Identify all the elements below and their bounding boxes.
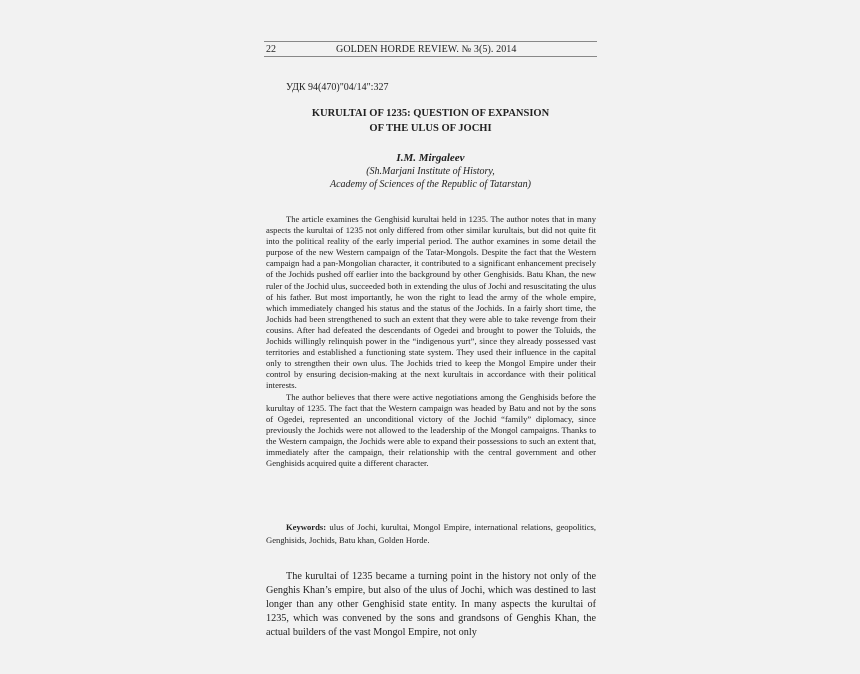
keywords-label: Keywords:	[286, 522, 327, 532]
journal-title: GOLDEN HORDE REVIEW. № 3(5). 2014	[336, 44, 517, 55]
title-line-2: OF THE ULUS OF JOCHI	[369, 123, 492, 134]
article-title	[264, 106, 597, 136]
keywords	[266, 521, 596, 546]
affiliation-line-1: (Sh.Marjani Institute of History,	[366, 166, 495, 177]
abstract-paragraph-2: The author believes that there were active negotiations among the Genghisids before the kurultay of 1235. The fact that the Western campaign was headed by Batu and not by the sons of Ogedei, represented an unconditional victory of the Jochid “family” diplomacy, since previously the Jochids were not allowed to the leadership of the Mongol campaigns. Thanks to the Western campaign, the Jochids were able to expand their possessions to such an extent that, immediately after the campaign, their relationship with the central government and other Genghisids acquired quite a different character.	[266, 391, 596, 469]
body-text	[266, 570, 596, 640]
author-name: I.M. Mirgaleev	[396, 152, 465, 164]
body-paragraph-1: The kurultai of 1235 became a turning point in the history not only of the Genghis Khan’s empire, but also of the ulus of Jochi, which was destined to last longer than any other Genghisid state entity. In many aspects the kurultai of 1235, which was convened by the sons and grandsons of Genghis Khan, the actual builders of the vast Mongol Empire, not only	[266, 571, 596, 638]
abstract	[266, 214, 596, 469]
running-header	[264, 41, 597, 57]
header-rule-bottom	[264, 56, 597, 57]
affiliation-line-2: Academy of Sciences of the Republic of Tatarstan)	[330, 178, 531, 190]
abstract-paragraph-1: The article examines the Genghisid kurultai held in 1235. The author notes that in many aspects the kurultai of 1235 not only differed from other similar kurultais, but did not quite fit into the political reality of the early imperial period. The author examines in some detail the purpose of the new Western campaign of the Tatar-Mongols. Despite the fact that the Western campaign had a pan-Mongolian character, it contributed to a significant enhancement precisely of the Jochids pushed off earlier into the background by other Genghisids. Batu Khan, the new ruler of the Jochid ulus, succeeded both in extending the ulus of Jochi and resuscitating the ulus of his father. But most importantly, he won the right to lead the army of the whole empire, which immediately changed his status and the status of the Jochids. In a fairly short time, the Jochids had been strengthened to such an extent that they were able to take revenge from their cousins. After had defeated the descendants of Ogedei and brought to power the Toluids, the Jochids willingly relinquish power in the “indigenous yurt”, since they already possessed vast territories and established a functioning state system. They used their influence in the capital only to strengthen their own ulus. The Jochids tried to keep the Mongol Empire under their control by ensuring decision-making at the next kurultais in accordance with their political interests.	[266, 214, 596, 391]
title-line-1: KURULTAI OF 1235: QUESTION OF EXPANSION	[311, 108, 550, 119]
page-number: 22	[266, 44, 276, 55]
keywords-text: ulus of Jochi, kurultai, Mongol Empire, international relations, geopolitics, Genghisids, Jochids, Batu khan, Golden Horde.	[266, 522, 597, 545]
author-affiliation	[264, 166, 597, 191]
udk-code: УДК 94(470)"04/14":327	[286, 82, 389, 93]
